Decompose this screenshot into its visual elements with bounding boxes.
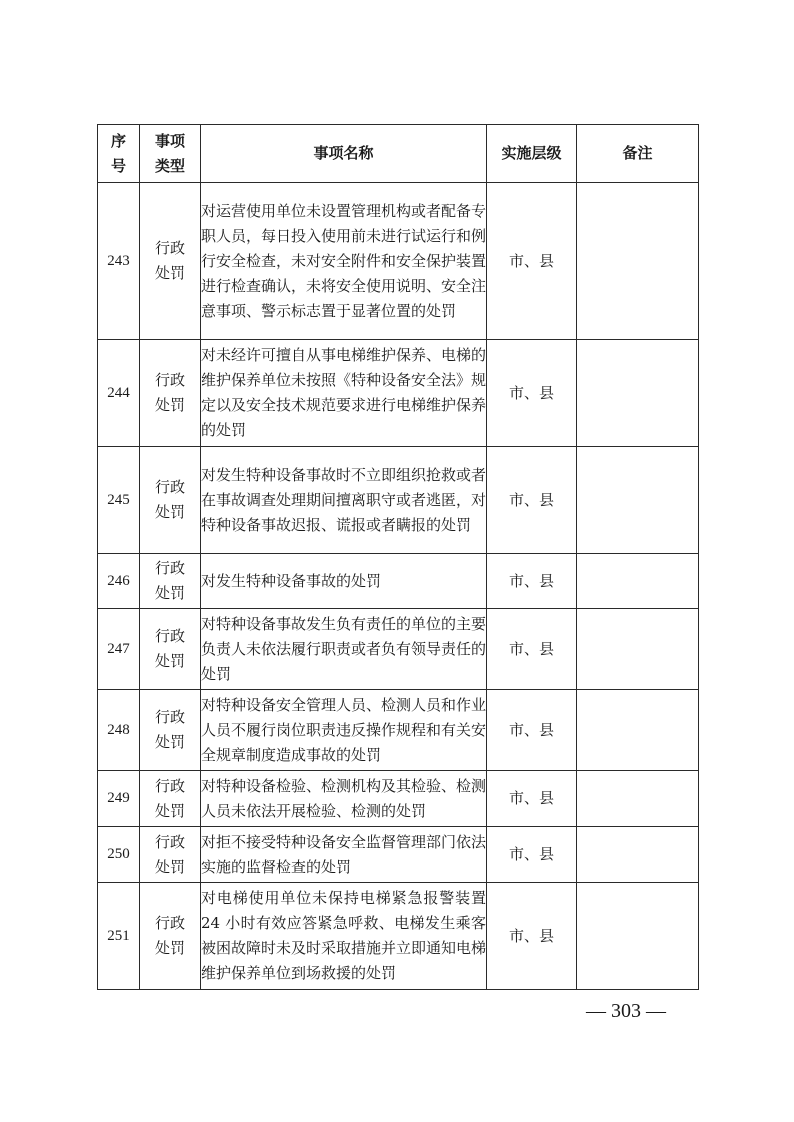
row-level: 市、县 [487, 340, 577, 447]
row-level: 市、县 [487, 183, 577, 340]
row-seq: 247 [98, 609, 140, 690]
row-name: 对发生特种设备事故的处罚 [201, 554, 487, 609]
row-type: 行政 处罚 [140, 771, 201, 827]
table-row [98, 609, 699, 690]
row-seq: 244 [98, 340, 140, 447]
row-remark [577, 771, 699, 827]
row-seq: 243 [98, 183, 140, 340]
row-type: 行政 处罚 [140, 447, 201, 554]
row-type: 行政 处罚 [140, 690, 201, 771]
row-seq: 248 [98, 690, 140, 771]
row-name: 对未经许可擅自从事电梯维护保养、电梯的维护保养单位未按照《特种设备安全法》规定以及安全技术规范要求进行电梯维护保养的处罚 [201, 340, 487, 447]
table-row [98, 554, 699, 609]
row-name: 对运营使用单位未设置管理机构或者配备专职人员，每日投入使用前未进行试运行和例行安全检查，未对安全附件和安全保护装置进行检查确认，未将安全使用说明、安全注意事项、警示标志置于显著位置的处罚 [201, 183, 487, 340]
row-remark [577, 183, 699, 340]
row-level: 市、县 [487, 447, 577, 554]
table-row [98, 827, 699, 883]
row-level: 市、县 [487, 883, 577, 990]
row-remark [577, 827, 699, 883]
header-level: 实施层级 [487, 125, 577, 183]
items-table [97, 124, 699, 990]
row-name: 对拒不接受特种设备安全监督管理部门依法实施的监督检查的处罚 [201, 827, 487, 883]
table-row [98, 883, 699, 990]
row-type: 行政 处罚 [140, 183, 201, 340]
row-level: 市、县 [487, 554, 577, 609]
row-seq: 245 [98, 447, 140, 554]
row-type: 行政 处罚 [140, 340, 201, 447]
header-type: 事项 类型 [140, 125, 201, 183]
row-level: 市、县 [487, 827, 577, 883]
header-name: 事项名称 [201, 125, 487, 183]
row-name: 对特种设备安全管理人员、检测人员和作业人员不履行岗位职责违反操作规程和有关安全规章制度造成事故的处罚 [201, 690, 487, 771]
row-type: 行政 处罚 [140, 827, 201, 883]
row-type: 行政 处罚 [140, 554, 201, 609]
row-seq: 246 [98, 554, 140, 609]
row-type: 行政 处罚 [140, 883, 201, 990]
row-name: 对特种设备检验、检测机构及其检验、检测人员未依法开展检验、检测的处罚 [201, 771, 487, 827]
table-row [98, 340, 699, 447]
row-seq: 250 [98, 827, 140, 883]
header-row [98, 125, 699, 183]
row-level: 市、县 [487, 771, 577, 827]
header-remark: 备注 [577, 125, 699, 183]
table-row [98, 447, 699, 554]
table-row [98, 183, 699, 340]
row-remark [577, 883, 699, 990]
row-level: 市、县 [487, 609, 577, 690]
page-number: — 303 — [586, 1000, 666, 1022]
row-remark [577, 554, 699, 609]
row-remark [577, 447, 699, 554]
row-name: 对电梯使用单位未保持电梯紧急报警装置 24 小时有效应答紧急呼救、电梯发生乘客被困故障时未及时采取措施并立即通知电梯维护保养单位到场救援的处罚 [201, 883, 487, 990]
table-row [98, 690, 699, 771]
header-seq: 序 号 [98, 125, 140, 183]
table-row [98, 771, 699, 827]
row-remark [577, 340, 699, 447]
row-remark [577, 609, 699, 690]
row-type: 行政 处罚 [140, 609, 201, 690]
row-name: 对发生特种设备事故时不立即组织抢救或者在事故调查处理期间擅离职守或者逃匿，对特种设备事故迟报、谎报或者瞒报的处罚 [201, 447, 487, 554]
row-seq: 249 [98, 771, 140, 827]
row-seq: 251 [98, 883, 140, 990]
row-level: 市、县 [487, 690, 577, 771]
row-name: 对特种设备事故发生负有责任的单位的主要负责人未依法履行职责或者负有领导责任的处罚 [201, 609, 487, 690]
row-remark [577, 690, 699, 771]
